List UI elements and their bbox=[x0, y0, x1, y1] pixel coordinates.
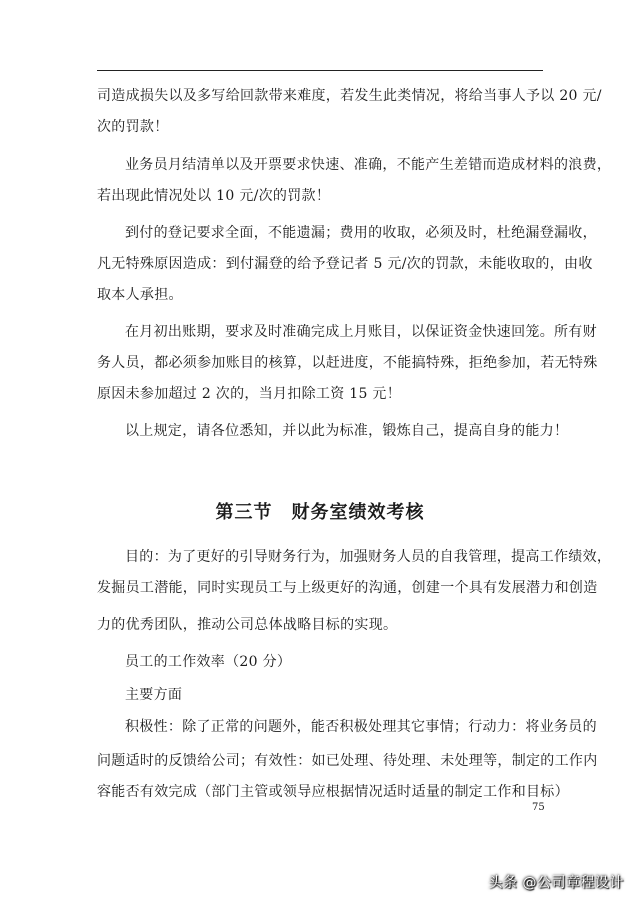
body-line: 司造成损失以及多写给回款带来难度，若发生此类情况，将给当事人予以 20 元/ bbox=[97, 88, 602, 104]
body-line: 次的罚款！ bbox=[97, 119, 169, 135]
section-line: 目的：为了更好的引导财务行为，加强财务人员的自我管理，提高工作绩效， bbox=[125, 549, 612, 565]
body-line: 凡无特殊原因造成：到付漏登的给予登记者 5 元/次的罚款，未能收取的，由收 bbox=[97, 256, 593, 272]
section-line: 容能否有效完成（部门主管或领导应根据情况适时适量的制定工作和目标） bbox=[97, 784, 569, 800]
page-number: 75 bbox=[532, 802, 545, 813]
body-line: 到付的登记要求全面，不能遗漏；费用的收取，必须及时，杜绝漏登漏收， bbox=[125, 225, 597, 241]
body-line: 取本人承担。 bbox=[97, 287, 183, 303]
section-line: 发掘员工潜能，同时实现员工与上级更好的沟通，创建一个具有发展潜力和创造 bbox=[97, 580, 598, 596]
body-line: 务人员，都必须参加账目的核算，以赶进度，不能搞特殊，拒绝参加，若无特殊 bbox=[97, 355, 598, 371]
section-heading: 第三节 财务室绩效考核 bbox=[215, 502, 425, 523]
header-rule bbox=[97, 70, 543, 71]
section-line: 员工的工作效率（20 分） bbox=[125, 654, 292, 670]
body-line: 以上规定，请各位悉知，并以此为标准，锻炼自己，提高自身的能力！ bbox=[125, 423, 569, 439]
body-line: 若出现此情况处以 10 元/次的罚款！ bbox=[97, 188, 331, 204]
section-line: 积极性：除了正常的问题外，能否积极处理其它事情；行动力：将业务员的 bbox=[125, 719, 597, 735]
section-line: 力的优秀团队，推动公司总体战略目标的实现。 bbox=[97, 617, 398, 633]
body-line: 在月初出账期，要求及时准确完成上月账目，以保证资金快速回笼。所有财 bbox=[125, 324, 597, 340]
section-line: 问题适时的反馈给公司；有效性：如已处理、待处理、未处理等，制定的工作内 bbox=[97, 753, 598, 769]
body-line: 业务员月结清单以及开票要求快速、准确，不能产生差错而造成材料的浪费， bbox=[125, 157, 612, 173]
section-line: 主要方面 bbox=[125, 687, 183, 703]
watermark: 头条 @公司章程设计 bbox=[488, 875, 624, 891]
body-line: 原因未参加超过 2 次的，当月扣除工资 15 元！ bbox=[97, 386, 402, 402]
